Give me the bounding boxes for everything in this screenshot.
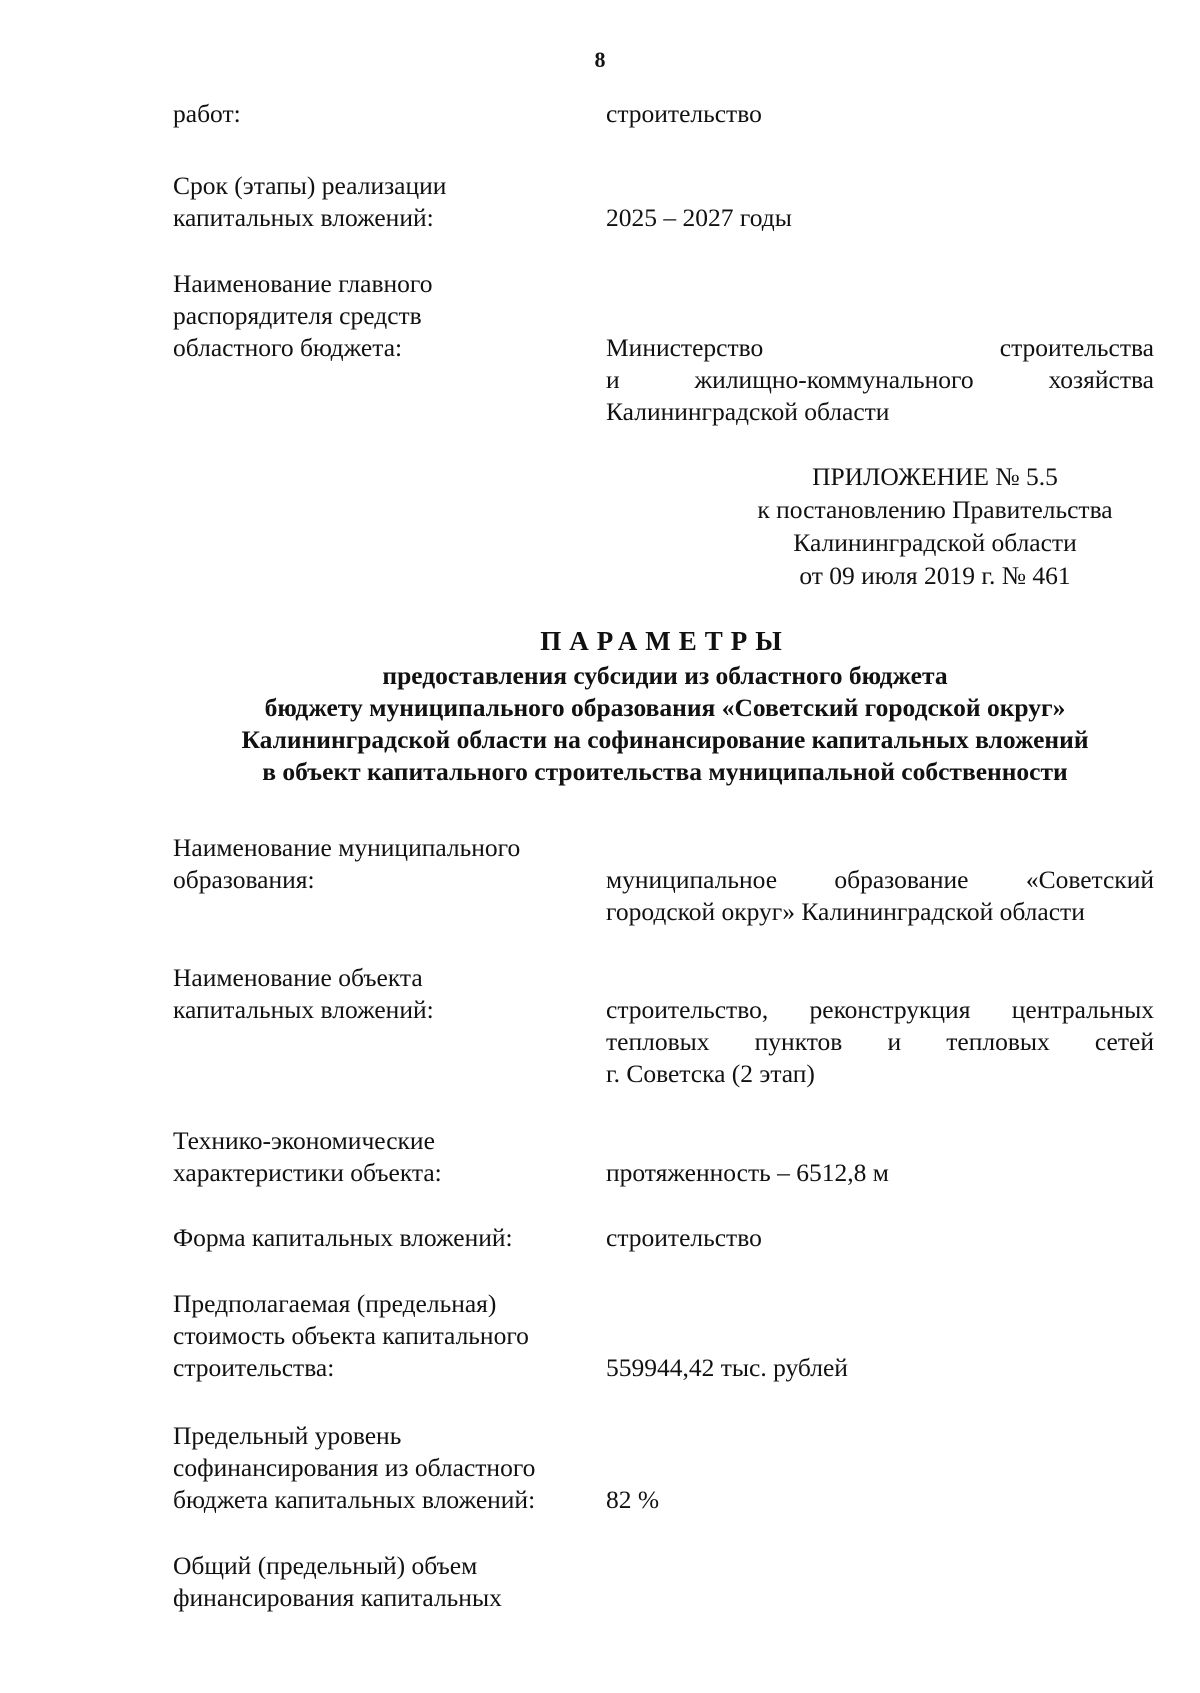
params-subtitle-line: бюджету муниципального образования «Советский городской округ» (264, 693, 1066, 722)
field-label: работ: (173, 99, 241, 128)
field-label: Форма капитальных вложений: (173, 1223, 513, 1252)
appendix-header (700, 460, 1170, 592)
appendix-line: к постановлению Правительства (757, 495, 1113, 524)
appendix-line: от 09 июля 2019 г. № 461 (799, 561, 1071, 590)
field-value (606, 1352, 1154, 1384)
params-subtitle-line: в объект капитального строительства муниципальной собственности (262, 757, 1068, 786)
appendix-line: Калининградской области (793, 528, 1077, 557)
field-value-line: строительство (606, 99, 762, 128)
field-value-line: Министерство строительства (606, 333, 1154, 362)
field-value-line: Калининградской области (606, 397, 890, 426)
field-label: Срок (этапы) реализации капитальных вложений: (173, 171, 447, 232)
field-value-line: строительство, реконструкция центральных (606, 995, 1154, 1024)
field-value (606, 864, 1154, 928)
field-value-line: тепловых пунктов и тепловых сетей (606, 1027, 1154, 1056)
field-label: Общий (предельный) объем финансирования капитальных (173, 1551, 502, 1612)
field-value-line: 82 % (606, 1485, 660, 1514)
field-value (606, 994, 1154, 1090)
page-number: 8 (594, 47, 606, 72)
field-value (606, 98, 1154, 130)
field-value (606, 202, 1154, 234)
field-label: Предельный уровень софинансирования из областного бюджета капитальных вложений: (173, 1421, 536, 1514)
field-value (606, 332, 1154, 428)
params-subtitle (150, 660, 1180, 788)
field-value (606, 1484, 1154, 1516)
field-value-line: г. Советска (2 этап) (606, 1059, 815, 1088)
field-label: Наименование муниципального образования: (173, 833, 521, 894)
field-value (606, 1157, 1154, 1189)
params-subtitle-line: Калининградской области на софинансирование капитальных вложений (241, 725, 1089, 754)
field-label: Наименование главного распорядителя средств областного бюджета: (173, 269, 433, 362)
field-value-line: муниципальное образование «Советский (606, 865, 1154, 894)
field-label: Наименование объекта капитальных вложений: (173, 963, 434, 1024)
field-value-line: 559944,42 тыс. рублей (606, 1353, 848, 1382)
field-label: Технико-экономические характеристики объекта: (173, 1126, 442, 1187)
field-value (606, 1222, 1154, 1254)
field-value-line: городской округ» Калининградской области (606, 897, 1085, 926)
field-value-line: 2025 – 2027 годы (606, 203, 792, 232)
appendix-title: ПРИЛОЖЕНИЕ № 5.5 (812, 462, 1058, 491)
field-label: Предполагаемая (предельная) стоимость объекта капитального строительства: (173, 1289, 529, 1382)
field-value-line: протяженность – 6512,8 м (606, 1158, 889, 1187)
params-title: ПАРАМЕТРЫ (540, 626, 790, 656)
params-subtitle-line: предоставления субсидии из областного бюджета (382, 661, 948, 690)
field-value-line: и жилищно-коммунального хозяйства (606, 365, 1154, 394)
field-value-line: строительство (606, 1223, 762, 1252)
